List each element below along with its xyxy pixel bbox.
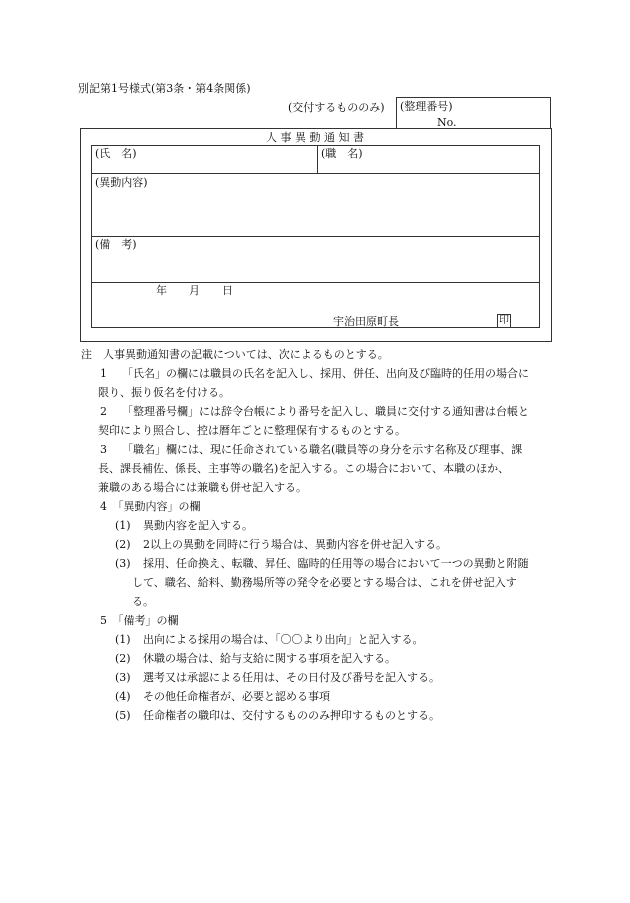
issued-only-note: (交付するもののみ) — [288, 101, 385, 114]
date-label: 年 月 日 — [156, 284, 233, 297]
subitem-text: 任命権者の職印は、交付するもののみ押印するものとする。 — [143, 709, 440, 722]
subitem-number: (1) — [115, 633, 131, 646]
note-subitem — [115, 538, 447, 552]
subitem-number: (5) — [115, 709, 131, 722]
subitem-number: (3) — [115, 557, 131, 570]
form-id-label: 別記第1号様式(第3条・第4条関係) — [78, 82, 251, 95]
note-number: 2 — [100, 405, 107, 418]
note-heading: 5 「備考」の欄 — [100, 614, 179, 627]
note-item — [100, 405, 529, 419]
subitem-text: る。 — [132, 595, 154, 608]
position-label: (職 名) — [321, 147, 363, 160]
note-subitem — [115, 557, 529, 571]
note-text: 長、課長補佐、係長、主事等の職名)を記入する。この場合において、本職のほか、 — [98, 462, 510, 475]
note-subitem — [115, 652, 396, 666]
subitem-number: (2) — [115, 652, 131, 665]
note-text: 「職名」欄には、現に任命されている職名(職員等の身分を示す名称及び理事、課 — [122, 443, 523, 456]
form-title: 人 事 異 動 通 知 書 — [266, 131, 364, 144]
note-text: 「氏名」の欄には職員の氏名を記入し、採用、併任、出向及び臨時的任用の場合に — [122, 367, 529, 380]
no-label: No. — [437, 116, 457, 129]
note-text: 兼職のある場合には兼職も併せ記入する。 — [98, 481, 307, 494]
change-label: (異動内容) — [95, 176, 148, 189]
subitem-number: (1) — [115, 519, 131, 532]
remarks-label: (備 考) — [95, 238, 137, 251]
subitem-text: 出向による採用の場合は、「〇〇より出向」と記入する。 — [143, 633, 424, 646]
note-number: 1 — [100, 367, 107, 380]
note-subitem — [115, 633, 424, 647]
subitem-text: 休職の場合は、給与支給に関する事項を記入する。 — [143, 652, 396, 665]
subitem-text: して、職名、給料、勤務場所等の発令を必要とする場合は、これを併せ記入す — [132, 576, 517, 589]
subitem-number: (3) — [115, 671, 131, 684]
note-subitem — [115, 690, 330, 704]
note-subitem — [115, 671, 440, 685]
subitem-text: その他任命権者が、必要と認める事項 — [143, 690, 330, 703]
subitem-text: 採用、任命換え、転職、昇任、臨時的任用等の場合において一つの異動と附随 — [143, 557, 529, 570]
row-divider-3 — [91, 282, 540, 283]
note-heading: 4 「異動内容」の欄 — [100, 500, 201, 513]
subitem-number: (4) — [115, 690, 131, 703]
row-divider-1 — [91, 173, 540, 174]
note-text: 限り、振り仮名を付ける。 — [98, 386, 230, 399]
name-label: (氏 名) — [95, 147, 137, 160]
note-subitem — [115, 709, 440, 723]
subitem-text: 2以上の異動を同時に行う場合は、異動内容を併せ記入する。 — [143, 538, 447, 551]
note-text: 契印により照合し、控は暦年ごとに整理保有するものとする。 — [98, 424, 406, 437]
admin-number-label: (整理番号) — [400, 100, 453, 113]
note-subitem — [115, 519, 253, 533]
notes-intro: 注 人事異動通知書の記載については、次によるものとする。 — [81, 348, 389, 361]
issuer-label: 宇治田原町長 — [333, 315, 399, 328]
note-item — [100, 367, 529, 381]
seal-mark: 印 — [499, 315, 509, 326]
note-item — [100, 443, 522, 457]
note-text: 「整理番号欄」には辞令台帳により番号を記入し、職員に交付する通知書は台帳と — [122, 405, 529, 418]
note-number: 3 — [100, 443, 107, 456]
subitem-number: (2) — [115, 538, 131, 551]
row-divider-2 — [91, 236, 540, 237]
name-position-divider — [317, 145, 318, 173]
subitem-text: 異動内容を記入する。 — [143, 519, 253, 532]
subitem-text: 選考又は承認による任用は、その日付及び番号を記入する。 — [143, 671, 440, 684]
